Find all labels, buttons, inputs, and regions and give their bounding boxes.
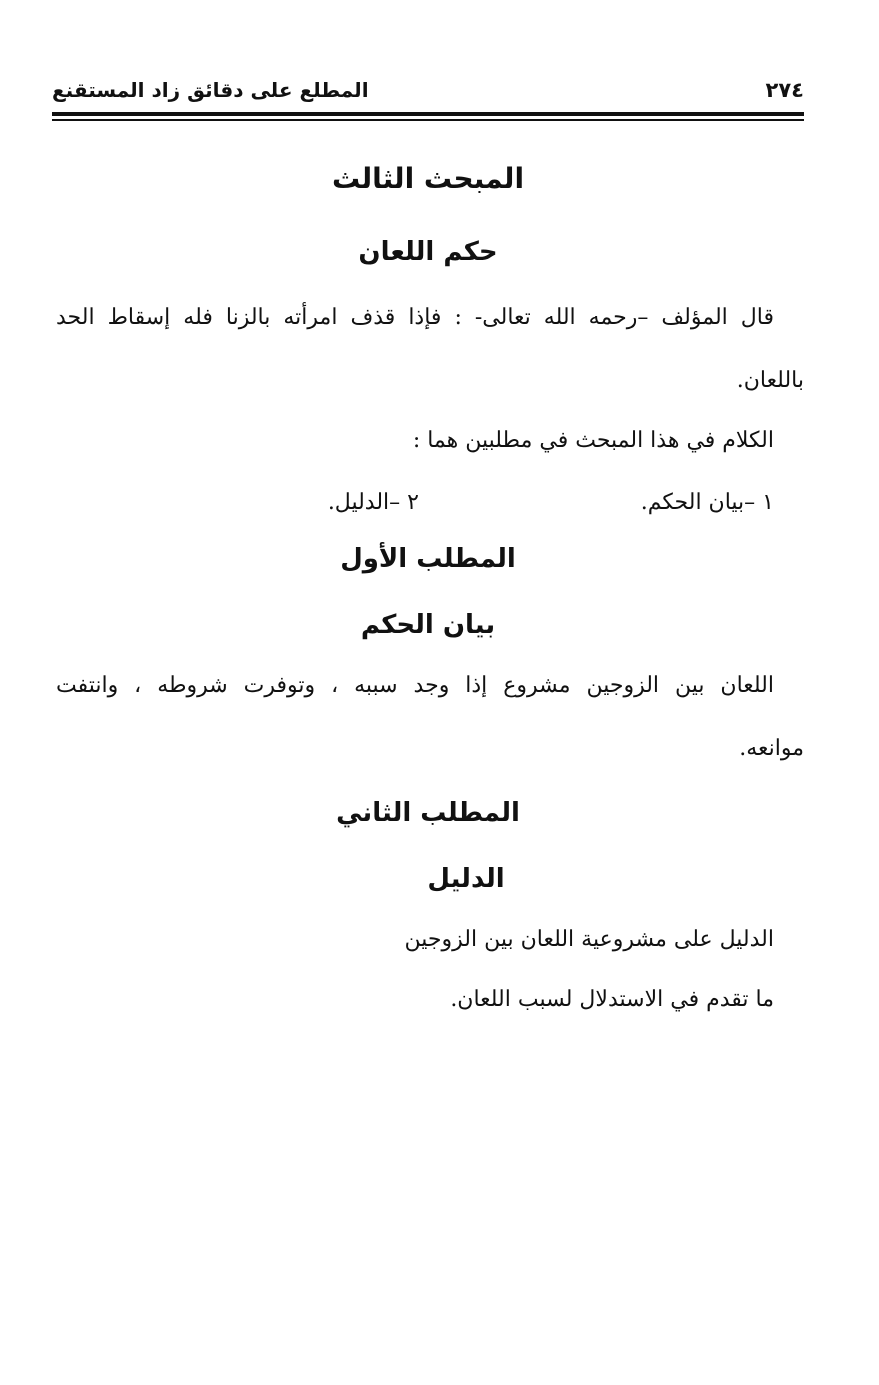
part1-subtitle: بيان الحكم [360, 610, 496, 640]
list-item-2: ٢ –الدليل. [327, 490, 419, 515]
part1-line-2: موانعه. [739, 736, 804, 761]
part2-title: المطلب الثاني [336, 798, 520, 828]
part1-line-1: اللعان بين الزوجين مشروع إذا وجد سببه ، وتوفرت شروطه ، وانتفت [56, 673, 774, 698]
part2-line-2: ما تقدم في الاستدلال لسبب اللعان. [450, 987, 774, 1012]
header-rule-thin [52, 119, 804, 121]
page-header [52, 78, 804, 110]
part2-line-1: الدليل على مشروعية اللعان بين الزوجين [404, 927, 774, 952]
part2-subtitle: الدليل [427, 864, 505, 894]
page-number: ٢٧٤ [765, 78, 804, 102]
overview-text: الكلام في هذا المبحث في مطلبين هما : [412, 428, 774, 453]
header-rule-thick [52, 112, 804, 116]
intro-line-1: قال المؤلف –رحمه الله تعالى- : فإذا قذف امرأته بالزنا فله إسقاط الحد [56, 305, 774, 330]
running-title: المطلع على دقائق زاد المستقنع [52, 78, 369, 102]
part1-title: المطلب الأول [340, 544, 516, 574]
section-title: المبحث الثالث [331, 162, 525, 195]
list-item-1: ١ –بيان الحكم. [640, 490, 774, 515]
section-subtitle: حكم اللعان [358, 237, 498, 267]
intro-line-2: باللعان. [736, 368, 804, 393]
